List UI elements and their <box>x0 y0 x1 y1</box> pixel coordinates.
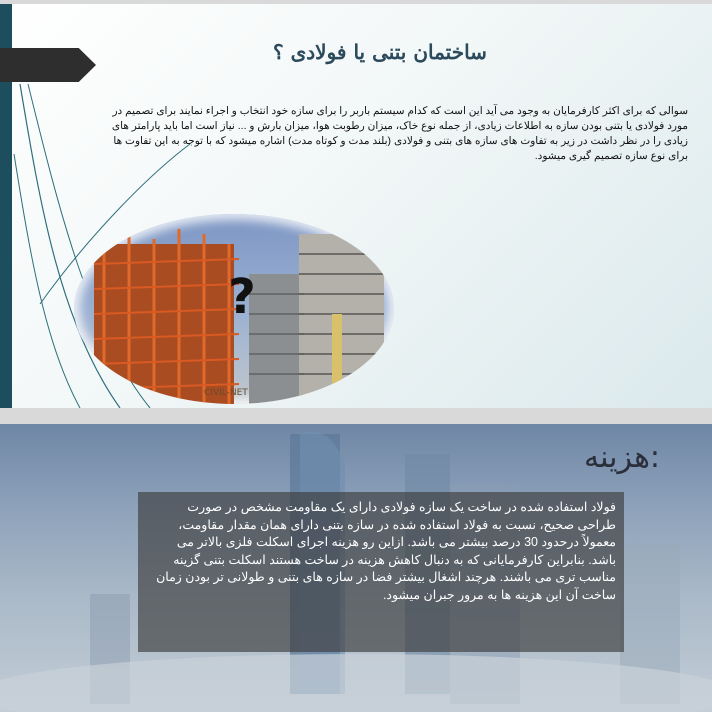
slide-2-title: هزینه: <box>584 440 660 475</box>
buildings-photo <box>74 214 394 404</box>
cost-paragraph: فولاد استفاده شده در ساخت یک سازه فولادی دارای یک مقاومت مشخص در صورت طراحی صحیح، نسبت به فولاد استفاده شده در سازه بتنی دارای همان مقدار مقاومت، معمولاً درحدود 30 درصد بیشتر می باشد. ازاین رو هزینه اجرای اسکلت فلزی بالاتر می باشد. بنابراین کارفرمایانی که به دنبال کاهش هزینه در ساخت هستند اسکلت بتنی گزینه مناسب تری می باشند. هرچند اشغال بیشتر فضا در سازه های بتنی و طولانی تر بودن زمان ساخت آن این هزینه ها به مرور جبران میشود. <box>156 500 616 602</box>
slide-1 <box>0 4 712 408</box>
intro-paragraph: سوالی که برای اکثر کارفرمایان به وجود می آید این است که کدام سیستم باربر را برای سازه خود انتخاب و اجراء نمایند برای تصمیم در مورد فولادی یا بتنی بودن سازه به اطلاعات زیادی، از جمله نوع خاک، میزان رطوبت هوا، میزان بارش و ... نیاز است اما باید پارامتر های زیادی را در نظر داشت در زیر به تفاوت های سازه های بتنی و فولادی (بلند مدت و کوتاه مدت) اشاره میشود که با توجه به این تفاوت ها برای نوع سازه تصمیم گیری میشود. <box>111 105 688 162</box>
slide-title: ساختمان بتنی یا فولادی ؟ <box>273 40 487 64</box>
question-mark: ? <box>228 269 256 325</box>
image-watermark: CIVIL-NET <box>204 388 248 398</box>
